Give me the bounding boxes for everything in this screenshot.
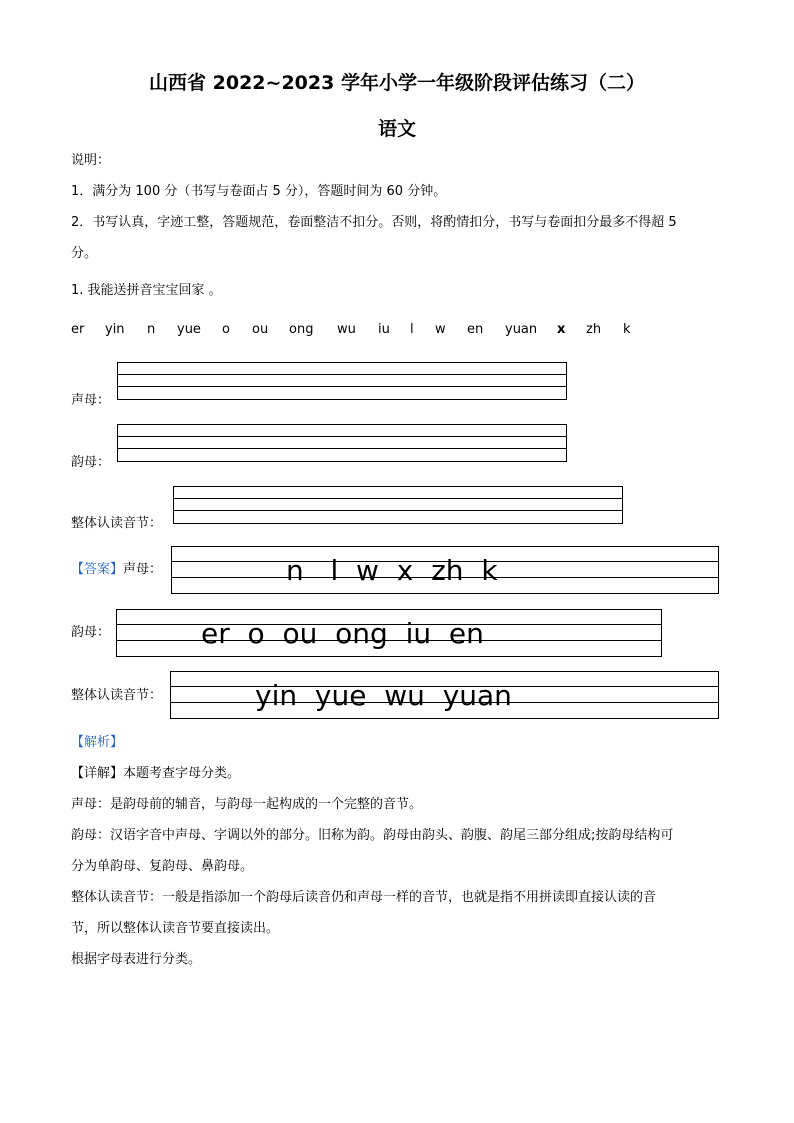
- subject-title: 语文: [377, 118, 416, 140]
- yunmu-label: 韵母：: [71, 455, 111, 470]
- pinyin-item: iu: [378, 322, 390, 337]
- pinyin-item: w: [435, 322, 446, 337]
- analysis-shengmu-def: 声母：是韵母前的辅音，与韵母一起构成的一个完整的音节。: [71, 797, 423, 812]
- answer-zhengti-box: [170, 671, 719, 719]
- pinyin-item: yuan: [505, 322, 538, 337]
- answer-yunmu-label: 韵母：: [71, 625, 111, 640]
- pinyin-item: k: [623, 322, 631, 337]
- pinyin-item: ou: [252, 322, 269, 337]
- instructions-heading: 说明：: [71, 153, 111, 168]
- answer-zhengti: yin yue wu yuan: [255, 679, 512, 712]
- answer-yunmu: er o ou ong iu en: [201, 617, 484, 650]
- answer-tag: 【答案】: [71, 562, 124, 577]
- zhengti-label: 整体认读音节：: [71, 516, 163, 531]
- question-prompt: 1. 我能送拼音宝宝回家 。: [71, 283, 222, 298]
- answer-shengmu: n l w x zh k: [286, 554, 498, 587]
- page-title: 山西省 2022~2023 学年小学一年级阶段评估练习（二）: [149, 72, 645, 94]
- pinyin-item: yue: [177, 322, 201, 337]
- instruction-item-2: 2．书写认真，字迹工整，答题规范，卷面整洁不扣分。否则，将酌情扣分，书写与卷面扣分最多不得超 5: [71, 215, 677, 230]
- pinyin-item: n: [147, 322, 156, 337]
- analysis-tag: 【解析】: [71, 735, 124, 750]
- pinyin-item: o: [222, 322, 230, 337]
- instruction-item-2-cont: 分。: [71, 246, 98, 261]
- pinyin-item: ong: [289, 322, 314, 337]
- instruction-item-1: 1．满分为 100 分（书写与卷面占 5 分），答题时间为 60 分钟。: [71, 184, 447, 199]
- pinyin-item: er: [71, 322, 85, 337]
- pinyin-item: yin: [105, 322, 125, 337]
- analysis-conclusion: 根据字母表进行分类。: [71, 952, 202, 967]
- analysis-yunmu-def-cont: 分为单韵母、复韵母、鼻韵母。: [71, 859, 254, 874]
- answer-zhengti-label: 整体认读音节：: [71, 688, 163, 703]
- answer-shengmu-box: [171, 546, 719, 594]
- answer-shengmu-label: 声母：: [123, 562, 163, 577]
- pinyin-item: en: [467, 322, 484, 337]
- pinyin-item: zh: [586, 322, 602, 337]
- shengmu-writing-box[interactable]: [117, 362, 567, 400]
- analysis-zhengti-def: 整体认读音节：一般是指添加一个韵母后读音仍和声母一样的音节，也就是指不用拼读即直接认读的音: [71, 890, 657, 905]
- pinyin-item: wu: [337, 322, 356, 337]
- answer-yunmu-box: [116, 609, 662, 657]
- pinyin-item: x: [557, 322, 566, 337]
- shengmu-label: 声母：: [71, 393, 111, 408]
- analysis-detail: 【详解】本题考查字母分类。: [71, 766, 241, 781]
- analysis-yunmu-def: 韵母：汉语字音中声母、字调以外的部分。旧称为韵。韵母由韵头、韵腹、韵尾三部分组成;按韵母结构可: [71, 828, 674, 843]
- analysis-zhengti-def-cont: 节，所以整体认读音节要直接读出。: [71, 921, 280, 936]
- answer-line-1: [71, 561, 162, 579]
- yunmu-writing-box[interactable]: [117, 424, 567, 462]
- pinyin-item: l: [410, 322, 414, 337]
- zhengti-writing-box[interactable]: [173, 486, 623, 524]
